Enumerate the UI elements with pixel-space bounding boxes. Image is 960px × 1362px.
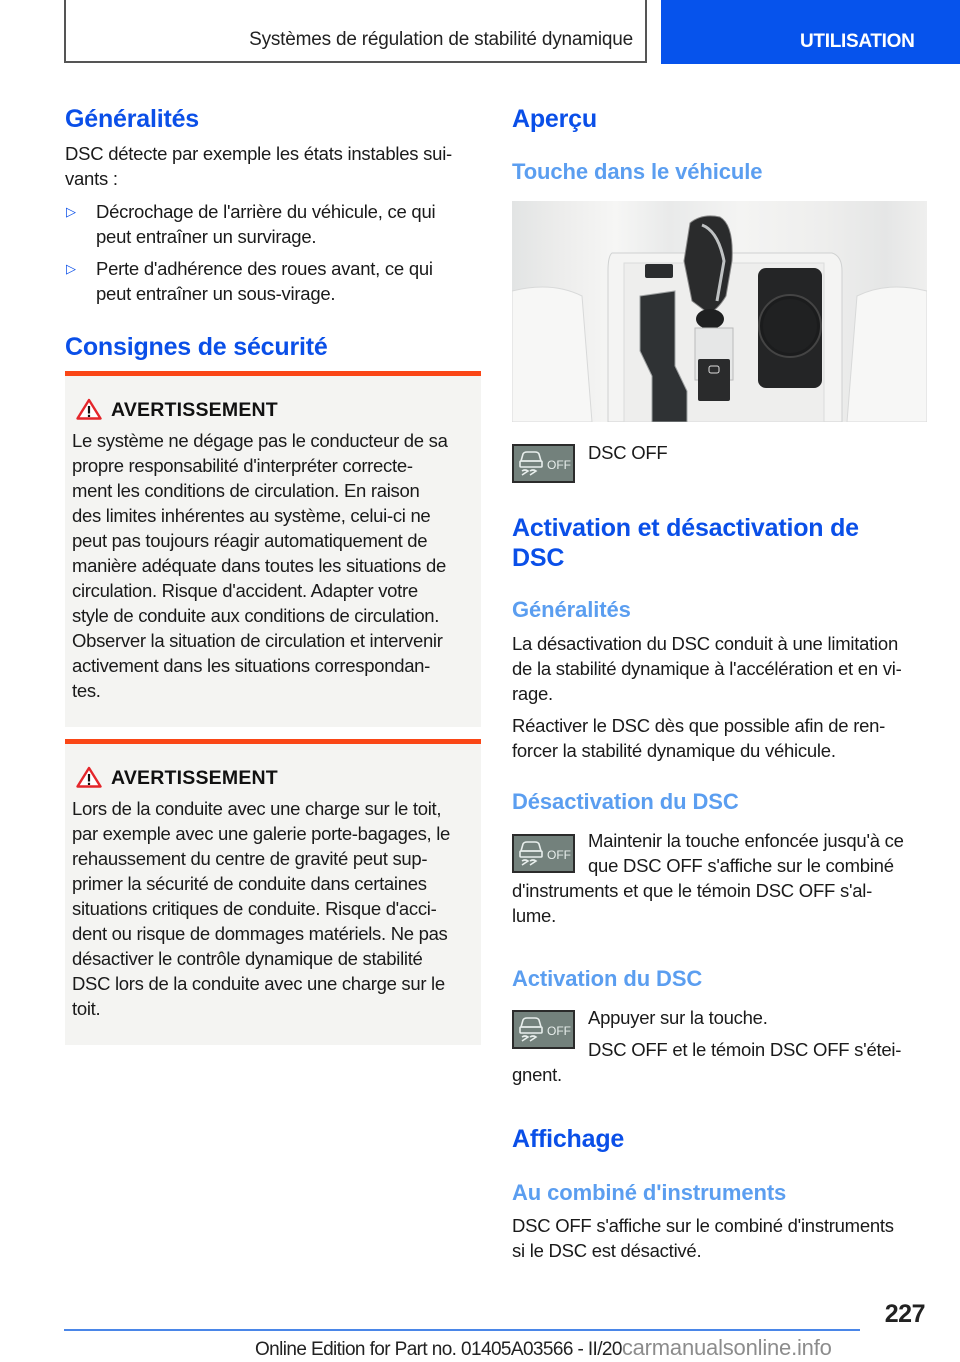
subheading-desactivation: Désactivation du DSC xyxy=(512,789,739,814)
subheading-touche: Touche dans le véhicule xyxy=(512,159,763,184)
header-section-box xyxy=(64,0,647,63)
list-item xyxy=(66,256,486,306)
dsc-off-button-icon xyxy=(512,834,575,873)
warning-bar xyxy=(65,371,481,376)
intro-line-1: DSC détecte par exemple les états instables sui- xyxy=(65,143,452,164)
dsc-off-button-icon xyxy=(512,1010,575,1049)
warning-line: situations critiques de conduite. Risque d'acci- xyxy=(72,898,437,919)
warning-line: activement dans les situations correspondan- xyxy=(72,655,431,676)
warning-title: AVERTISSEMENT xyxy=(111,399,278,421)
bullet-triangle-icon: ▷ xyxy=(66,204,76,219)
activation-line-1: Appuyer sur la touche. xyxy=(588,1007,768,1028)
warning-line: peut pas toujours réagir automatiquement de xyxy=(72,530,428,551)
warning-line: style de conduite aux conditions de circulation. xyxy=(72,605,440,626)
svg-text:OFF: OFF xyxy=(547,458,571,472)
affichage-paragraph xyxy=(512,1213,942,1263)
warning-title: AVERTISSEMENT xyxy=(111,767,278,789)
text-line: de la stabilité dynamique à l'accélération et en vi- xyxy=(512,658,902,679)
console-illustration xyxy=(512,201,927,422)
subheading-combine: Au combiné d'instruments xyxy=(512,1180,787,1205)
bullet-triangle-icon: ▷ xyxy=(66,261,76,276)
chapter-tab xyxy=(661,0,960,64)
paragraph-reactivation-info xyxy=(512,713,932,763)
warning-line: dent ou risque de dommages matériels. Ne pas xyxy=(72,923,448,944)
warning-line: Le système ne dégage pas le conducteur de sa xyxy=(72,430,448,451)
warning-triangle-icon xyxy=(76,766,102,788)
subheading-generalites: Généralités xyxy=(512,597,631,622)
list-item xyxy=(66,199,486,249)
warning-box xyxy=(65,739,481,1045)
heading-activation xyxy=(512,513,859,573)
bullet-1-line-1: Décrochage de l'arrière du véhicule, ce qui xyxy=(96,201,436,222)
text-line: forcer la stabilité dynamique du véhicule. xyxy=(512,740,836,761)
dsc-off-label: DSC OFF xyxy=(588,442,668,463)
warning-line: Observer la situation de circulation et intervenir xyxy=(72,630,443,651)
chapter-tab-label: UTILISATION xyxy=(800,31,915,52)
warning-bar xyxy=(65,739,481,744)
text-line: rage. xyxy=(512,683,553,704)
warning-body xyxy=(72,796,482,1021)
edition-text: Online Edition for Part no. 01405A03566 - II/20 xyxy=(255,1339,622,1360)
svg-text:OFF: OFF xyxy=(547,1024,571,1038)
desactivation-line-1: Maintenir la touche enfoncée jusqu'à ce xyxy=(588,830,904,851)
desactivation-line-3: d'instruments et que le témoin DSC OFF s'al- xyxy=(512,880,873,901)
paragraph-desactivation-info xyxy=(512,631,932,706)
warning-line: primer la sécurité de conduite dans certaines xyxy=(72,873,427,894)
page-number: 227 xyxy=(884,1300,925,1328)
warning-triangle-icon xyxy=(76,398,102,420)
intro-line-2: vants : xyxy=(65,168,118,189)
text-line: DSC OFF s'affiche sur le combiné d'instruments xyxy=(512,1215,894,1236)
text-line: Réactiver le DSC dès que possible afin de ren- xyxy=(512,715,886,736)
desactivation-line-4: lume. xyxy=(512,905,556,926)
heading-affichage: Affichage xyxy=(512,1125,625,1153)
warning-line: par exemple avec une galerie porte-bagages, le xyxy=(72,823,451,844)
footer-edition xyxy=(255,1335,832,1361)
heading-generalites: Généralités xyxy=(65,105,199,133)
warning-line: Lors de la conduite avec une charge sur le toit, xyxy=(72,798,442,819)
warning-line: des limites inhérentes au système, celui-ci ne xyxy=(72,505,431,526)
heading-line: DSC xyxy=(512,544,565,572)
warning-line: rehaussement du centre de gravité peut sup- xyxy=(72,848,428,869)
warning-body xyxy=(72,428,482,703)
dsc-off-button-icon xyxy=(512,444,575,483)
warning-line: manière adéquate dans toutes les situations de xyxy=(72,555,446,576)
section-title: Systèmes de régulation de stabilité dynamique xyxy=(249,29,633,50)
svg-text:OFF: OFF xyxy=(547,848,571,862)
heading-line: Activation et désactivation de xyxy=(512,514,859,542)
watermark: carmanualsonline.info xyxy=(621,1335,832,1360)
text-line: La désactivation du DSC conduit à une limitation xyxy=(512,633,898,654)
warning-line: toit. xyxy=(72,998,101,1019)
bullet-2-line-2: peut entraîner un sous-virage. xyxy=(96,283,336,304)
heading-apercu: Aperçu xyxy=(512,105,597,133)
warning-line: désactiver le contrôle dynamique de stabilité xyxy=(72,948,423,969)
warning-line: ment les conditions de circulation. En raison xyxy=(72,480,420,501)
warning-line: circulation. Risque d'accident. Adapter votre xyxy=(72,580,418,601)
subheading-activation-dsc: Activation du DSC xyxy=(512,966,703,991)
warning-line: propre responsabilité d'interpréter correcte- xyxy=(72,455,413,476)
heading-consignes: Consignes de sécurité xyxy=(65,333,328,361)
bullet-1-line-2: peut entraîner un survirage. xyxy=(96,226,317,247)
footer-divider xyxy=(64,1329,860,1331)
activation-line-2: DSC OFF et le témoin DSC OFF s'étei- xyxy=(588,1039,902,1060)
desactivation-line-2: que DSC OFF s'affiche sur le combiné xyxy=(588,855,894,876)
warning-box xyxy=(65,371,481,727)
warning-line: tes. xyxy=(72,680,101,701)
warning-line: DSC lors de la conduite avec une charge sur le xyxy=(72,973,445,994)
bullet-2-line-1: Perte d'adhérence des roues avant, ce qui xyxy=(96,258,433,279)
activation-line-3: gnent. xyxy=(512,1064,562,1085)
center-console-image xyxy=(512,201,927,422)
text-line: si le DSC est désactivé. xyxy=(512,1240,702,1261)
